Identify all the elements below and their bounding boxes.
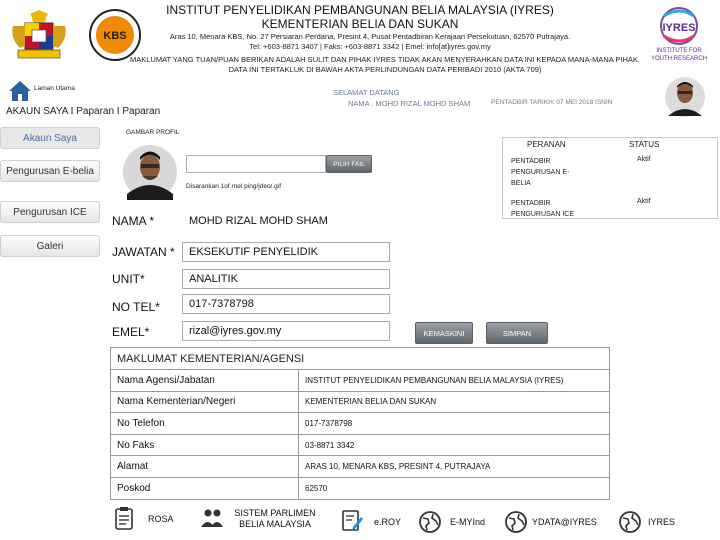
sidebar-item-pengurusan-ice[interactable]: Pengurusan ICE [0,201,100,223]
agency-key: Nama Kementerian/Negeri [111,391,299,413]
footer-label-parlimen[interactable]: SISTEM PARLIMEN BELIA MALAYSIA [234,508,316,529]
sidebar-item-galeri[interactable]: Galeri [0,235,100,257]
field-label-emel: EMEL* [112,325,150,339]
user-avatar[interactable] [664,76,706,118]
welcome-name: NAMA . MOHD RIZAL MOHD SHAM [348,99,471,108]
footer-label-eroy[interactable]: e.ROY [374,517,402,527]
field-notel[interactable]: 017-7378798 [182,294,390,314]
roles-row-1-status: Aktif [637,156,651,163]
field-jawatan[interactable]: EKSEKUTIF PENYELIDIK [182,242,390,262]
agency-key: Poskod [111,477,299,499]
table-row [111,413,610,435]
globe-icon [504,510,528,534]
globe-icon [618,510,642,534]
agency-value: 03-8871 3342 [299,434,610,456]
sidebar-item-akaun-saya[interactable]: Akaun Saya [0,127,100,149]
field-unit[interactable]: ANALITIK [182,269,390,289]
iyres-logo-sub1: INSTITUTE FOR [656,48,702,54]
save-button[interactable]: SIMPAN [486,322,548,344]
roles-row-2-role: PENTADBIR PENGURUSAN ICE [511,200,575,218]
org-title-line1: INSTITUT PENYELIDIKAN PEMBANGUNAN BELIA MALAYSIA (IYRES) [166,3,554,17]
agency-table [110,369,610,500]
agency-key: Nama Agensi/Jabatan [111,370,299,392]
malaysia-crest-logo [8,8,70,64]
org-address: Aras 10, Menara KBS, No. 27 Persiaran Perdana, Presint 4, Pusat Pentadbiran Kerajaan Persekutuan, 62570 Putrajaya. [169,32,571,41]
file-hint: Disarankan 1of rnel ping/jdeo/.gif [186,183,282,190]
globe-icon [418,510,442,534]
roles-row-1-role: PENTADBIR PENGURUSAN E-BELIA [511,158,570,187]
kbs-logo-text: KBS [103,30,127,42]
roles-col-status: STATUS [629,140,660,149]
table-row [111,434,610,456]
profile-photo [122,144,178,200]
agency-key: Alamat [111,456,299,478]
footer-link-rosa[interactable] [112,506,136,535]
agency-value: 62570 [299,477,610,499]
table-row [111,456,610,478]
home-link[interactable]: Laman Utama [34,85,75,92]
table-row [111,477,610,499]
agency-value: INSTITUT PENYELIDIKAN PEMBANGUNAN BELIA MALAYSIA (IYRES) [299,370,610,392]
field-label-jawatan: JAWATAN * [112,245,175,259]
welcome-greeting: SELAMAT DATANG [333,88,400,97]
footer-label-rosa[interactable]: ROSA [148,514,174,524]
privacy-notice-line1: MAKLUMAT YANG TUAN/PUAN BERIKAN ADALAH SULIT DAN PIHAK IYRES TIDAK AKAN MENYERAHKAN DATA INI KEPADA MANA-MANA PIHAK. [130,55,640,64]
field-label-unit: UNIT* [112,272,145,286]
footer-link-eroy[interactable] [340,508,364,537]
table-row [111,391,610,413]
agency-value: 017-7378798 [299,413,610,435]
welcome-role-date: PENTADBIR TARIKH: 07 MEI 2018 ISNIN [491,99,613,106]
roles-row-2-status: Aktif [637,198,651,205]
agency-value: ARAS 10, MENARA KBS, PRESINT 4, PUTRAJAYA [299,456,610,478]
update-button[interactable]: KEMASKINI [415,322,473,344]
breadcrumb: AKAUN SAYA I Paparan I Paparan [6,106,161,117]
sidebar-item-pengurusan-ebelia[interactable]: Pengurusan E-belia [0,160,100,182]
iyres-logo-text: IYRES [662,22,696,34]
home-icon[interactable] [8,80,32,102]
iyres-logo [640,4,718,64]
footer-label-iyres[interactable]: IYRES [648,517,676,527]
field-nama[interactable]: MOHD RIZAL MOHD SHAM [182,211,382,231]
profile-picture-label: GAMBAR PROFIL [126,129,180,136]
footer-label-ydata[interactable]: YDATA@IYRES [532,517,597,527]
iyres-logo-sub2: YOUTH RESEARCH [650,56,708,62]
footer-link-emyind[interactable] [418,510,442,539]
agency-key: No Telefon [111,413,299,435]
agency-key: No Faks [111,434,299,456]
footer-link-parlimen[interactable] [200,506,224,535]
people-icon [200,506,224,530]
field-label-nama: NAMA * [112,214,155,228]
edit-form-icon [340,508,364,532]
footer-label-emyind[interactable]: E-MYInd [450,517,486,527]
clipboard-icon [112,506,136,530]
field-label-notel: NO TEL* [112,300,160,314]
choose-file-button[interactable]: PILIH FAIL [326,155,372,173]
profile-file-input[interactable] [186,155,326,173]
agency-section-title: MAKLUMAT KEMENTERIAN/AGENSI [110,347,610,369]
privacy-notice-line2: DATA INI TERTAKLUK DI BAWAH AKTA PERLINDUNGAN DATA PERIBADI 2010 (AKTA 709) [228,65,542,74]
agency-value: KEMENTERIAN BELIA DAN SUKAN [299,391,610,413]
roles-col-role: PERANAN [527,140,566,149]
org-contact: Tel: +603-8871 3407 | Faks: +603-8871 3342 | Emel: info[at]iyres.gov.my [249,42,491,51]
table-row [111,370,610,392]
footer-link-iyres[interactable] [618,510,642,539]
footer-link-ydata[interactable] [504,510,528,539]
org-title-line2: KEMENTERIAN BELIA DAN SUKAN [261,17,459,31]
kbs-logo [88,8,142,62]
field-emel[interactable]: rizal@iyres.gov.my [182,321,390,341]
roles-table [502,137,718,219]
